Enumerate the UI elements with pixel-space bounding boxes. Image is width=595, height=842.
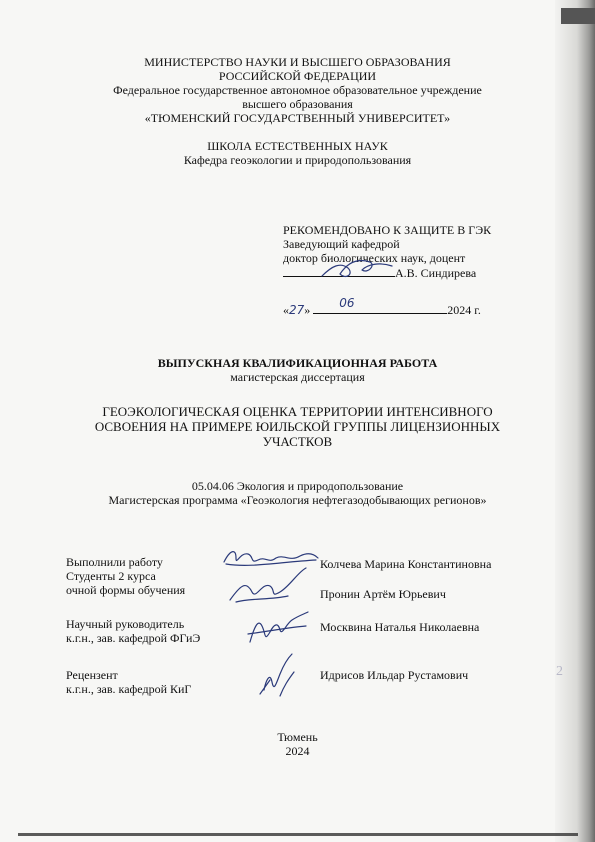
approval-position: Заведующий кафедрой [283, 237, 400, 251]
topic-line-1: ГЕОЭКОЛОГИЧЕСКАЯ ОЦЕНКА ТЕРРИТОРИИ ИНТЕНСИВНОГО [102, 404, 493, 419]
approval-heading: РЕКОМЕНДОВАНО К ЗАЩИТЕ В ГЭК [283, 223, 492, 237]
approval-date-line [283, 296, 543, 317]
approval-degree: доктор биологических наук, доцент [283, 251, 466, 265]
ministry-line-1: МИНИСТЕРСТВО НАУКИ И ВЫСШЕГО ОБРАЗОВАНИЯ [144, 55, 451, 69]
ministry-line-2: РОССИЙСКОЙ ФЕДЕРАЦИИ [218, 69, 377, 83]
date-month: 06 [339, 296, 355, 310]
advisor-label-2: к.г.н., зав. кафедрой ФГиЭ [66, 631, 201, 645]
department-name: Кафедра геоэкологии и природопользования [183, 153, 412, 167]
university-name: «ТЮМЕНСКИЙ ГОСУДАРСТВЕННЫЙ УНИВЕРСИТЕТ» [144, 111, 451, 125]
reviewer-signature [250, 650, 306, 702]
date-quote-close: » [304, 303, 311, 317]
topic-line-2: ОСВОЕНИЯ НА ПРИМЕРЕ ЮИЛЬСКОЙ ГРУППЫ ЛИЦЕНЗИОННЫХ [94, 419, 501, 434]
student-1-name: Колчева Марина Константиновна [320, 557, 492, 571]
advisor-signature [240, 604, 312, 650]
advisor-name: Москвина Наталья Николаевна [320, 620, 480, 634]
head-signature [318, 252, 398, 284]
date-day: 27 [289, 303, 305, 317]
scan-shadow-bottom [18, 833, 578, 836]
date-month-field [313, 296, 447, 314]
scan-shadow-top [561, 8, 595, 24]
work-type: ВЫПУСКНАЯ КВАЛИФИКАЦИОННАЯ РАБОТА [157, 356, 438, 370]
institution-line-2: высшего образования [242, 97, 353, 111]
school-name: ШКОЛА ЕСТЕСТВЕННЫХ НАУК [207, 139, 388, 153]
stray-pen-mark: 2 [556, 664, 563, 679]
topic-line-3: УЧАСТКОВ [262, 434, 333, 449]
reviewer-label-2: к.г.н., зав. кафедрой КиГ [66, 682, 192, 696]
year: 2024 [285, 744, 310, 758]
specialty: 05.04.06 Экология и природопользование [191, 479, 404, 493]
student-2-name: Пронин Артём Юрьевич [320, 587, 446, 601]
students-label-3: очной формы обучения [66, 583, 186, 597]
date-quote-open: « [283, 303, 289, 317]
students-label-2: Студенты 2 курса [66, 569, 156, 583]
advisor-label-1: Научный руководитель [66, 617, 185, 631]
date-year: 2024 г. [447, 303, 481, 317]
students-label-1: Выполнили работу [66, 555, 163, 569]
city: Тюмень [277, 730, 318, 744]
work-subtype: магистерская диссертация [230, 370, 365, 384]
reviewer-label-1: Рецензент [66, 668, 118, 682]
program: Магистерская программа «Геоэкология нефтегазодобывающих регионов» [108, 493, 487, 507]
approval-signer: А.В. Синдирева [395, 266, 477, 280]
students-signatures [210, 542, 322, 612]
reviewer-name: Идрисов Ильдар Рустамович [320, 668, 469, 682]
institution-line-1: Федеральное государственное автономное образовательное учреждение [113, 83, 482, 97]
